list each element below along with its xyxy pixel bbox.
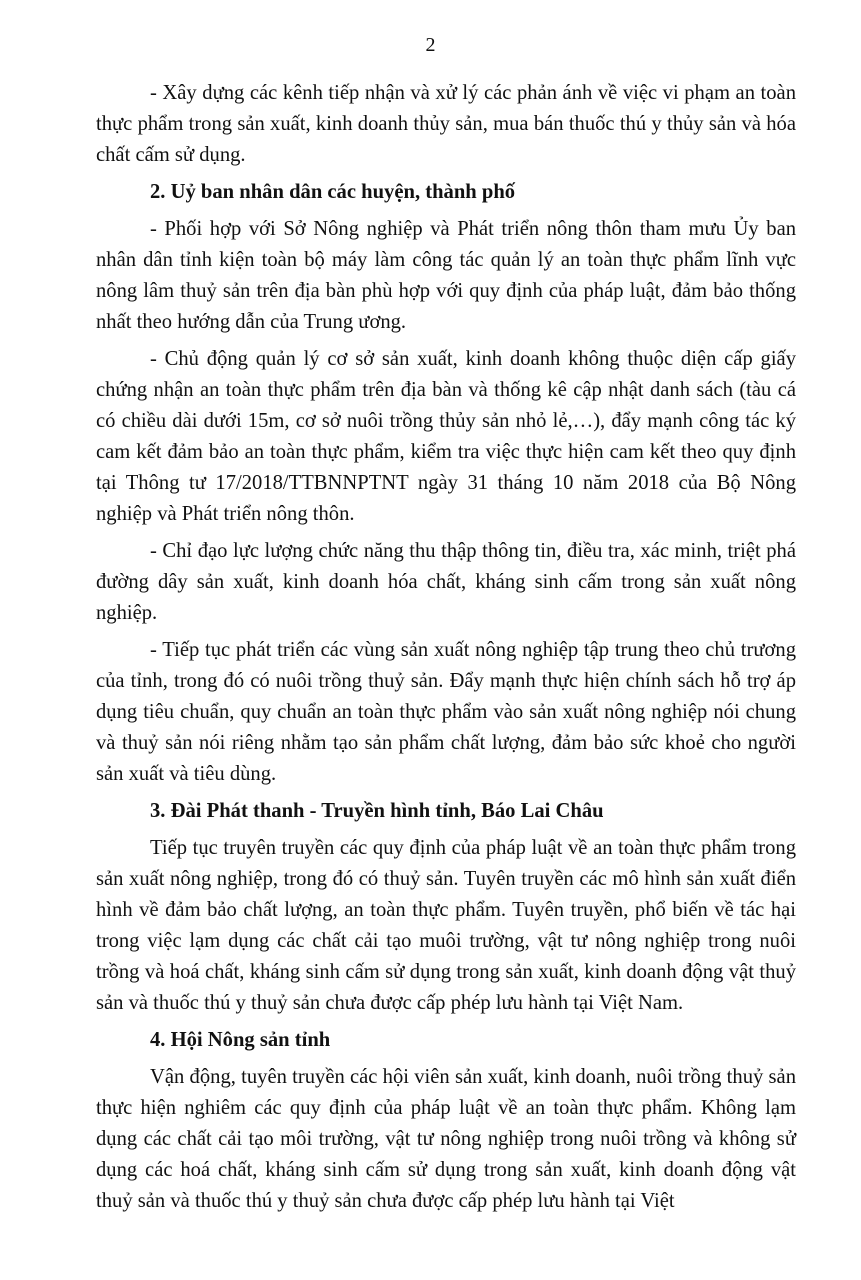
- paragraph: - Chủ động quản lý cơ sở sản xuất, kinh doanh không thuộc diện cấp giấy chứng nhận an toàn thực phẩm trên địa bàn và thống kê cập nhật danh sách (tàu cá có chiều dài dưới 15m, cơ sở nuôi trồng thủy sản nhỏ lẻ,…), đẩy mạnh công tác ký cam kết đảm bảo an toàn thực phẩm, kiểm tra việc thực hiện cam kết theo quy định tại Thông tư 17/2018/TTBNNPTNT ngày 31 tháng 10 năm 2018 của Bộ Nông nghiệp và Phát triển nông thôn.: [96, 348, 796, 525]
- page-number: 2: [425, 34, 436, 56]
- paragraph: Tiếp tục truyên truyền các quy định của pháp luật về an toàn thực phẩm trong sản xuất nông nghiệp, trong đó có thuỷ sản. Tuyên truyền các mô hình sản xuất điển hình về đảm bảo chất lượng, an toàn thực phẩm. Tuyên truyền, phổ biến về tác hại trong việc lạm dụng các chất cải tạo muôi trường, vật tư nông nghiệp trong nuôi trồng và hoá chất, kháng sinh cấm sử dụng trong sản xuất, kinh doanh động vật thuỷ sản và thuốc thú y thuỷ sản chưa được cấp phép lưu hành tại Việt Nam.: [96, 837, 796, 1014]
- paragraph: - Tiếp tục phát triển các vùng sản xuất nông nghiệp tập trung theo chủ trương của tỉnh, trong đó có nuôi trồng thuỷ sản. Đẩy mạnh thực hiện chính sách hỗ trợ áp dụng tiêu chuẩn, quy chuẩn an toàn thực phẩm vào sản xuất nông nghiệp nói chung và thuỷ sản nói riêng nhằm tạo sản phẩm chất lượng, đảm bảo sức khoẻ cho người sản xuất và tiêu dùng.: [96, 639, 796, 785]
- paragraph: Vận động, tuyên truyền các hội viên sản xuất, kinh doanh, nuôi trồng thuỷ sản thực hiện nghiêm các quy định của pháp luật về an toàn thực phẩm. Không lạm dụng các chất cải tạo môi trường, vật tư nông nghiệp trong nuôi trồng và không sử dụng các hoá chất, kháng sinh cấm sử dụng trong sản xuất, kinh doanh động vật thuỷ sản và thuốc thú y thuỷ sản chưa được cấp phép lưu hành tại Việt: [96, 1066, 796, 1212]
- paragraph: - Phối hợp với Sở Nông nghiệp và Phát triển nông thôn tham mưu Ủy ban nhân dân tỉnh kiện toàn bộ máy làm công tác quản lý an toàn thực phẩm lĩnh vực nông lâm thuỷ sản trên địa bàn phù hợp với quy định của pháp luật, đảm bảo thống nhất theo hướng dẫn của Trung ương.: [96, 218, 796, 333]
- section-heading: 2. Uỷ ban nhân dân các huyện, thành phố: [150, 181, 516, 203]
- paragraph: - Xây dựng các kênh tiếp nhận và xử lý các phản ánh về việc vi phạm an toàn thực phẩm trong sản xuất, kinh doanh thủy sản, mua bán thuốc thú y thủy sản và hóa chất cấm sử dụng.: [96, 82, 796, 166]
- paragraph: - Chỉ đạo lực lượng chức năng thu thập thông tin, điều tra, xác minh, triệt phá đường dây sản xuất, kinh doanh hóa chất, kháng sinh cấm trong sản xuất nông nghiệp.: [96, 540, 796, 624]
- section-heading: 3. Đài Phát thanh - Truyền hình tỉnh, Báo Lai Châu: [150, 800, 604, 822]
- section-heading: 4. Hội Nông sản tỉnh: [150, 1029, 331, 1051]
- document-body: [96, 78, 796, 1223]
